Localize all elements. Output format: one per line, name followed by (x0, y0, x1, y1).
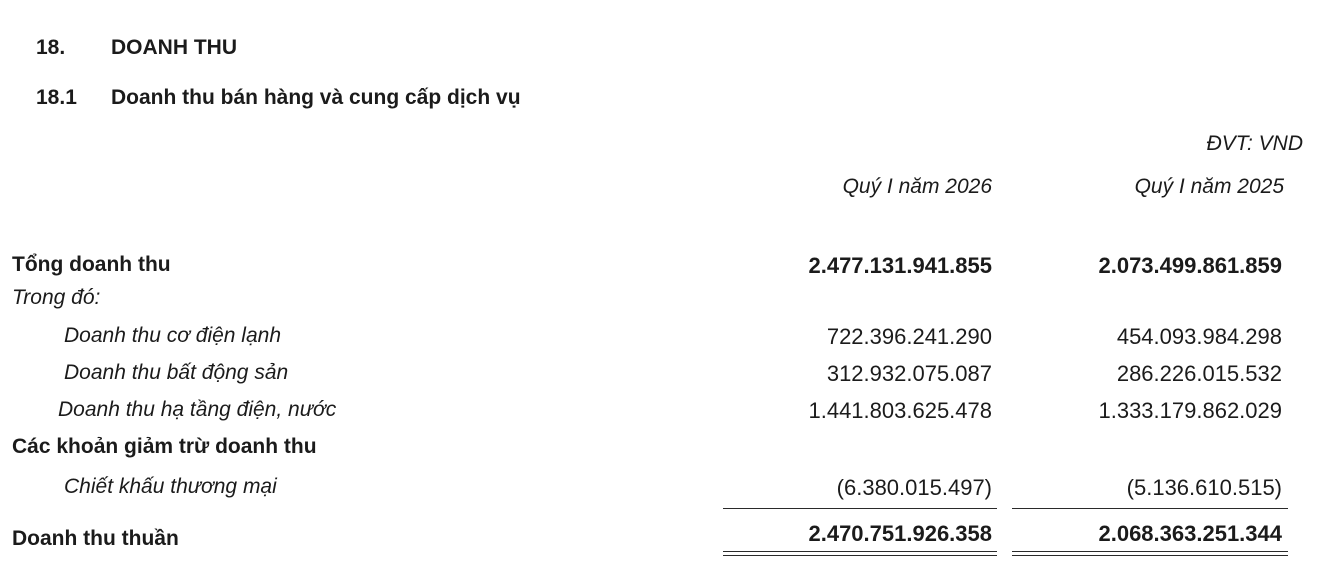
row-label-trade-discount: Chiết khấu thương mại (64, 475, 277, 498)
section-number: 18. (36, 36, 66, 59)
trade-discount-2025: (5.136.610.515) (1126, 475, 1282, 500)
total-double-rule-top-2025 (1012, 551, 1288, 552)
row-label-real-estate-revenue: Doanh thu bất động sản (64, 361, 289, 384)
section-title: DOANH THU (111, 36, 237, 59)
subtotal-rule-2025 (1012, 508, 1288, 509)
total-revenue-2026: 2.477.131.941.855 (808, 253, 992, 278)
total-revenue-2025: 2.073.499.861.859 (1098, 253, 1282, 278)
row-label-infrastructure-revenue: Doanh thu hạ tầng điện, nước (58, 398, 337, 421)
unit-note: ĐVT: VND (1206, 132, 1303, 155)
subsection-title: Doanh thu bán hàng và cung cấp dịch vụ (111, 86, 521, 109)
trade-discount-2026: (6.380.015.497) (836, 475, 992, 500)
row-label-revenue-deductions: Các khoản giảm trừ doanh thu (12, 435, 317, 458)
infrastructure-revenue-2025: 1.333.179.862.029 (1098, 398, 1282, 423)
total-double-rule-bottom-2026 (723, 555, 997, 556)
column-header-2026: Quý I năm 2026 (842, 175, 992, 198)
real-estate-revenue-2025: 286.226.015.532 (1116, 361, 1282, 386)
net-revenue-2025: 2.068.363.251.344 (1098, 521, 1282, 546)
total-double-rule-bottom-2025 (1012, 555, 1288, 556)
row-label-of-which: Trong đó: (12, 286, 101, 309)
row-label-net-revenue: Doanh thu thuần (12, 527, 179, 550)
real-estate-revenue-2026: 312.932.075.087 (826, 361, 992, 386)
mep-revenue-2026: 722.396.241.290 (826, 324, 992, 349)
mep-revenue-2025: 454.093.984.298 (1116, 324, 1282, 349)
infrastructure-revenue-2026: 1.441.803.625.478 (808, 398, 992, 423)
column-header-2025: Quý I năm 2025 (1134, 175, 1284, 198)
row-label-total-revenue: Tổng doanh thu (12, 253, 171, 276)
total-double-rule-top-2026 (723, 551, 997, 552)
row-label-mep-revenue: Doanh thu cơ điện lạnh (64, 324, 282, 347)
subtotal-rule-2026 (723, 508, 997, 509)
subsection-number: 18.1 (36, 86, 77, 109)
net-revenue-2026: 2.470.751.926.358 (808, 521, 992, 546)
